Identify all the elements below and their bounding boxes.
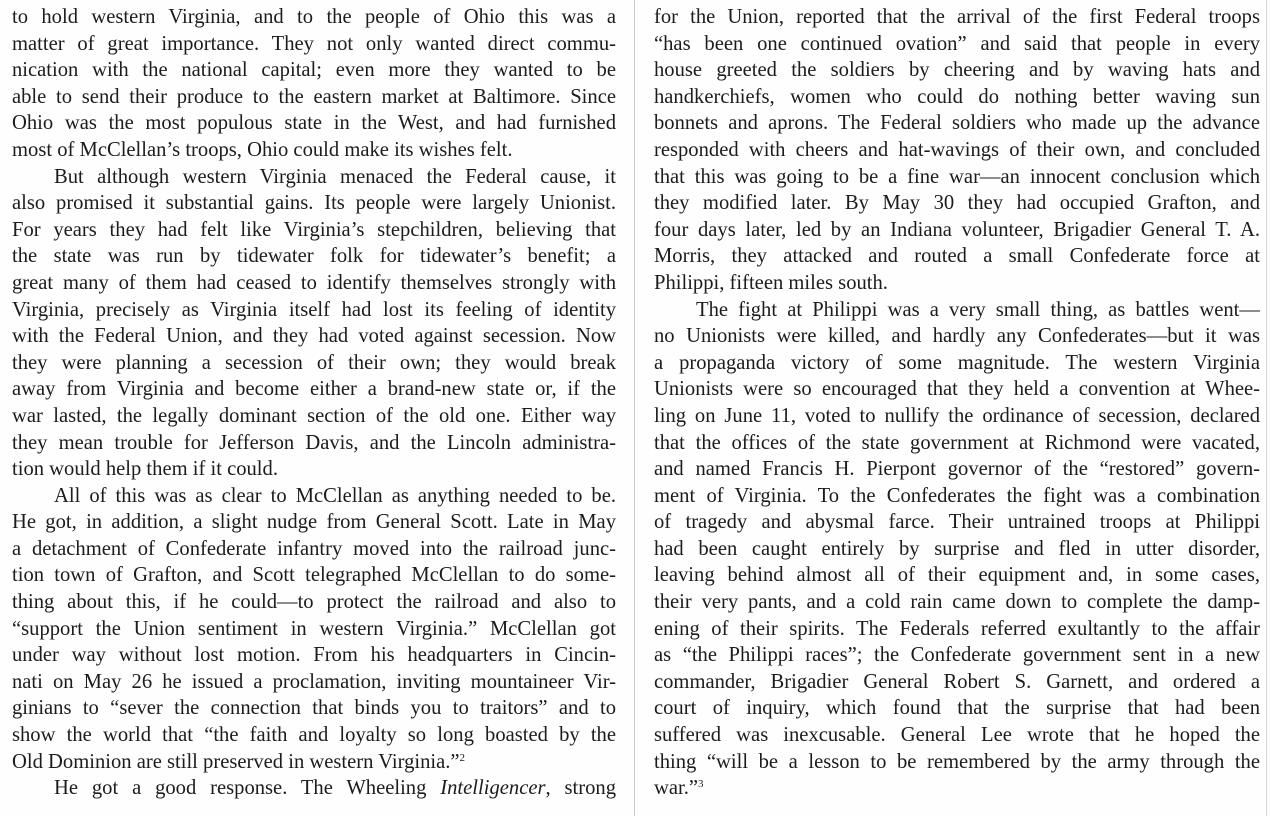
text-line: also promised it substantial gains. Its people were largely Unionist. (12, 192, 616, 215)
text-line: their very pants, and a cold rain came down to complete the damp- (654, 591, 1260, 614)
text-line: nati on May 26 he issued a proclamation, inviting mountaineer Vir- (12, 670, 616, 693)
text-line: most of McClellan’s troops, Ohio could make its wishes felt. (12, 138, 513, 161)
text-line: Ohio was the most populous state in the West, and had furnished (12, 112, 616, 135)
footnote-marker: 3 (698, 778, 704, 791)
text-line: a detachment of Confederate infantry moved into the railroad junc- (12, 537, 616, 560)
footnote-marker: 2 (459, 751, 466, 764)
text-line: “support the Union sentiment in western Virginia.” McClellan got (12, 617, 616, 640)
text-line: thing “will be a lesson to be remembered by the army through the (654, 750, 1260, 773)
text-line: The fight at Philippi was a very small thing, as battles went— (696, 298, 1260, 321)
text-line: no Unionists were killed, and hardly any Confederates—but it was (654, 325, 1260, 348)
text-line-with-footnote (654, 775, 1260, 802)
newspaper-title: Intelligencer (440, 777, 546, 800)
text-line: four days later, led by an Indiana volunteer, Brigadier General T. A. (654, 218, 1260, 241)
text-line: thing about this, if he could—to protect the railroad and also to (12, 591, 616, 614)
text-line: ginians to “sever the connection that binds you to traitors” and to (12, 697, 616, 720)
text-line: leaving behind almost all of their equipment and, in some cases, (654, 564, 1260, 587)
text-line: For years they had felt like Virginia’s stepchildren, believing that (12, 218, 616, 241)
text-line: matter of great importance. They not only wanted direct commu- (12, 32, 616, 55)
column-divider (634, 0, 635, 816)
text-line: Morris, they attacked and routed a small Confederate force at (654, 245, 1260, 268)
text-line: responded with cheers and hat-wavings of their own, and concluded (654, 138, 1260, 161)
text-line: court of inquiry, which found that the surprise that had been (654, 697, 1260, 720)
text-line: ment of Virginia. To the Confederates the fight was a combination (654, 484, 1260, 507)
text-line: and named Francis H. Pierpont governor of the “restored” govern- (654, 458, 1260, 481)
text-line: tion would help them if it could. (12, 458, 278, 481)
text-line: they modified later. By May 30 they had occupied Grafton, and (654, 192, 1260, 215)
text-line: house greeted the soldiers by cheering and by waving hats and (654, 59, 1260, 82)
text-line: “has been one continued ovation” and said that people in every (654, 32, 1260, 55)
text-line: as “the Philippi races”; the Confederate government sent in a new (654, 644, 1260, 667)
text-line: Unionists were so encouraged that they held a convention at Whee- (654, 378, 1260, 401)
text-line: for the Union, reported that the arrival of the first Federal troops (654, 6, 1260, 28)
text-line-with-footnote (12, 749, 616, 776)
text-line: suffered was inexcusable. General Lee wrote that he hoped the (654, 724, 1260, 747)
text-line: ening of their spirits. The Federals referred exultantly to the affair (654, 617, 1260, 640)
text-line: war lasted, the legally dominant section of the old one. Either way (12, 404, 616, 427)
text-line-body: war.” (654, 777, 699, 800)
text-line-body: Old Dominion are still preserved in western Virginia.” (12, 750, 460, 773)
text-line-body: He got a good response. The Wheeling (54, 777, 427, 800)
text-line: tion town of Grafton, and Scott telegraphed McClellan to do some- (12, 564, 616, 587)
text-line: show the world that “the faith and loyalty so long boasted by the (12, 724, 616, 747)
text-line: they mean trouble for Jefferson Davis, and the Lincoln administra- (12, 431, 616, 454)
text-line: they were planning a secession of their own; they would break (12, 351, 616, 374)
text-line: that this was going to be a fine war—an innocent conclusion which (654, 165, 1260, 188)
text-line: to hold western Virginia, and to the people of Ohio this was a (12, 6, 616, 28)
text-line: had been caught entirely by surprise and fled in utter disorder, (654, 537, 1260, 560)
text-line: But although western Virginia menaced the Federal cause, it (54, 165, 616, 188)
text-line: great many of them had ceased to identify themselves strongly with (12, 271, 616, 294)
text-line: Virginia, precisely as Virginia itself had lost its feeling of identity (12, 298, 616, 321)
page-edge (1266, 0, 1267, 816)
text-line: He got, in addition, a slight nudge from General Scott. Late in May (12, 511, 616, 534)
text-line: able to send their produce to the eastern market at Baltimore. Since (12, 85, 616, 108)
text-line: the state was run by tidewater folk for tidewater’s benefit; a (12, 245, 616, 268)
text-line: Philippi, fifteen miles south. (654, 271, 888, 294)
text-line: of tragedy and abysmal farce. Their untrained troops at Philippi (654, 511, 1260, 534)
text-line: with the Federal Union, and they had voted against secession. Now (12, 325, 616, 348)
text-line: nication with the national capital; even more they wanted to be (12, 59, 616, 82)
text-line-tail: , strong (545, 777, 617, 800)
text-line: commander, Brigadier General Robert S. Garnett, and ordered a (654, 670, 1260, 693)
text-line: under way without lost motion. From his headquarters in Cincin- (12, 644, 616, 667)
text-line: All of this was as clear to McClellan as anything needed to be. (54, 484, 616, 507)
text-line: that the offices of the state government at Richmond were vacated, (654, 431, 1260, 454)
right-text-column (654, 4, 1260, 802)
text-line: handkerchiefs, women who could do nothing better waving sun (654, 85, 1260, 108)
text-line: ling on June 11, voted to nullify the ordinance of secession, declared (654, 404, 1260, 427)
text-line: a propaganda victory of some magnitude. The western Virginia (654, 351, 1260, 374)
text-line-final (12, 775, 616, 802)
left-text-column (12, 4, 616, 802)
text-line: away from Virginia and become either a brand-new state or, if the (12, 378, 616, 401)
text-line: bonnets and aprons. The Federal soldiers who made up the advance (654, 112, 1260, 135)
